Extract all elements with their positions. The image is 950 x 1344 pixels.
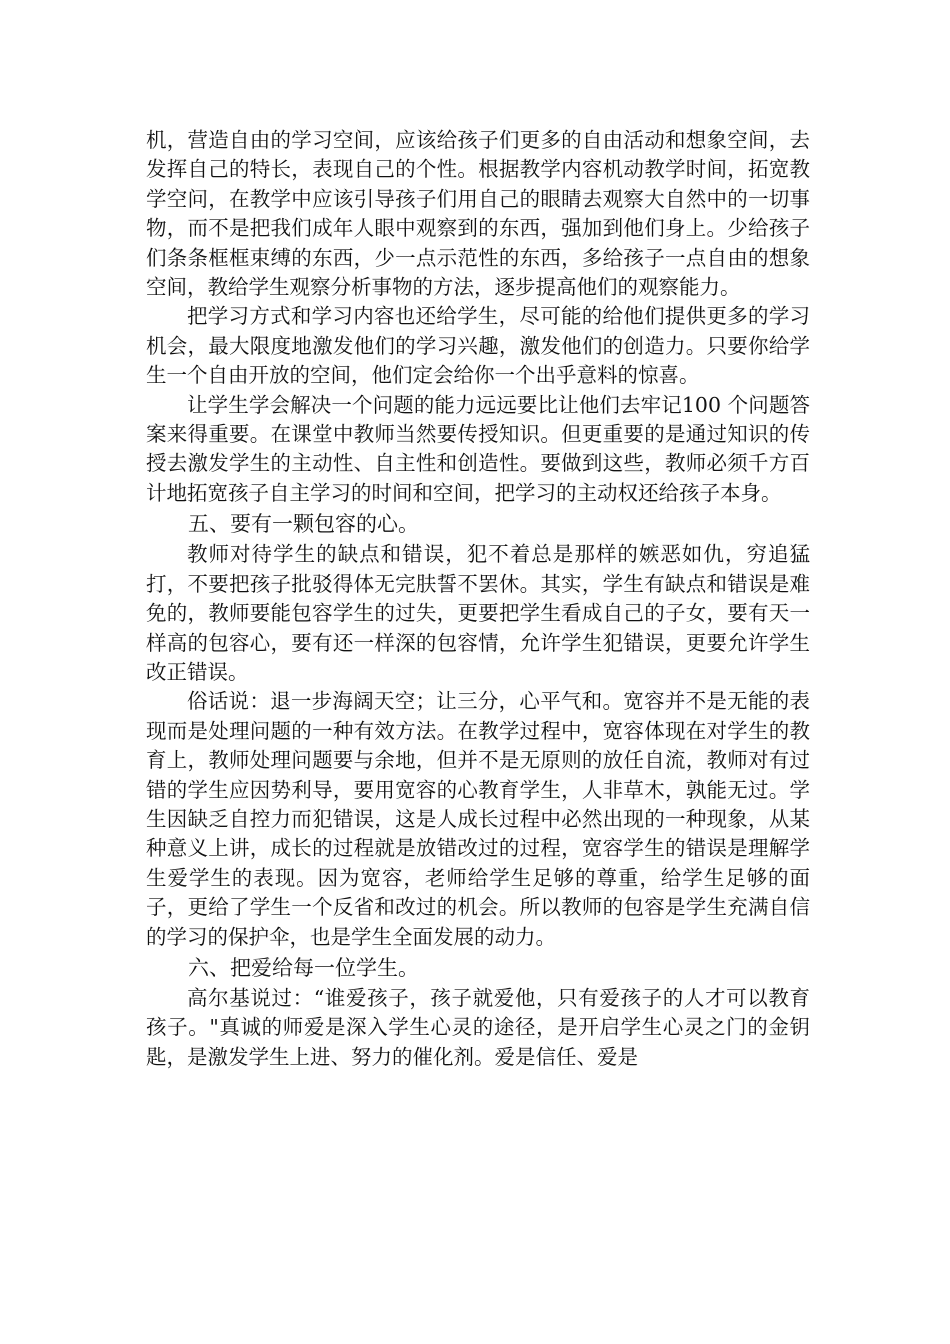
paragraph-problem-solving: 让学生学会解决一个问题的能力远远要比让他们去牢记100 个问题答案来得重要。在课堂中教师当然要传授知识。但更重要的是通过知识的传授去激发学生的主动性、自主性和创造性。要做到这些，教师必须千方百计地拓宽孩子自主学习的时间和空间，把学习的主动权还给孩子本身。 <box>146 392 810 505</box>
document-body <box>146 126 810 1072</box>
paragraph-proverb-tolerance: 俗话说：退一步海阔天空；让三分，心平气和。宽容并不是无能的表现而是处理问题的一种有效方法。在教学过程中，宽容体现在对学生的教育上，教师处理问题要与余地，但并不是无原则的放任自流，教师对有过错的学生应因势利导，要用宽容的心教育学生，人非草木，孰能无过。学生因缺乏自控力而犯错误，这是人成长过程中必然出现的一种现象，从某种意义上讲，成长的过程就是放错改过的过程，宽容学生的错误是理解学生爱学生的表现。因为宽容，老师给学生足够的尊重，给学生足够的面子，更给了学生一个反省和改过的机会。所以教师的包容是学生充满自信的学习的保护伞，也是学生全面发展的动力。 <box>146 689 810 949</box>
paragraph-student-mistakes: 教师对待学生的缺点和错误，犯不着总是那样的嫉恶如仇，穷追猛打，不要把孩子批驳得体无完肤誓不罢休。其实，学生有缺点和错误是难免的，教师要能包容学生的过失，更要把学生看成自己的子女，要有天一样高的包容心，要有还一样深的包容情，允许学生犯错误，更要允许学生改正错误。 <box>146 542 810 684</box>
paragraph-gorky-quote: 高尔基说过：“谁爱孩子，孩子就爱他，只有爱孩子的人才可以教育孩子。"真诚的师爱是深入学生心灵的途径，是开启学生心灵之门的金钥匙，是激发学生上进、努力的催化剂。爱是信任、爱是 <box>146 985 810 1069</box>
section-heading-love: 六、把爱给每一位学生。 <box>188 955 419 980</box>
paragraph-continuation: 机，营造自由的学习空间，应该给孩子们更多的自由活动和想象空间，去发挥自己的特长，表现自己的个性。根据教学内容机动教学时间，拓宽教学空问，在教学中应该引导孩子们用自己的眼睛去观察大自然中的一切事物，而不是把我们成年人眼中观察到的东西，强加到他们身上。少给孩子们条条框框束缚的东西，少一点示范性的东西，多给孩子一点自由的想象空间，教给学生观察分析事物的方法，逐步提高他们的观察能力。 <box>146 128 810 300</box>
paragraph-learning-methods: 把学习方式和学习内容也还给学生，尽可能的给他们提供更多的学习机会，最大限度地激发他们的学习兴趣，激发他们的创造力。只要你给学生一个自由开放的空间，他们定会给你一个出乎意料的惊喜。 <box>146 304 810 388</box>
section-heading-tolerance: 五、要有一颗包容的心。 <box>188 512 419 537</box>
